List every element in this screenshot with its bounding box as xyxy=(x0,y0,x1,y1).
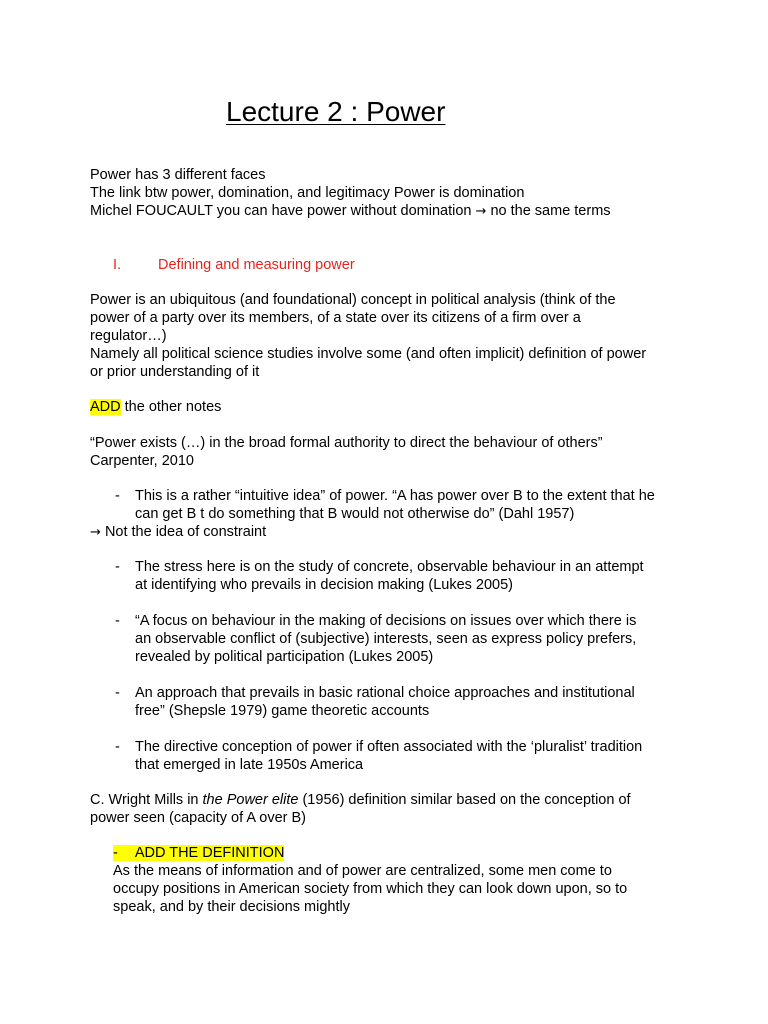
intro-line: Power has 3 different faces xyxy=(90,167,266,183)
definition-line: occupy positions in American society from which they can look down upon, so to xyxy=(113,881,628,897)
bullet-marker: - xyxy=(113,845,118,861)
definition-line: As the means of information and of power are centralized, some men come to xyxy=(113,863,612,879)
paragraph-line: power of a party over its members, of a state over its citizens of a firm over a xyxy=(90,310,581,326)
quote-line: “Power exists (…) in the broad formal authority to direct the behaviour of others” xyxy=(90,435,603,451)
intro-line: The link btw power, domination, and legitimacy Power is domination xyxy=(90,185,525,201)
bullet-marker: - xyxy=(115,488,120,504)
bullet-line: This is a rather “intuitive idea” of power. “A has power over B to the extent that he xyxy=(135,488,655,504)
intro-text: no the same terms xyxy=(490,203,611,219)
bullet-line: that emerged in late 1950s America xyxy=(135,757,364,773)
arrow-note-text: Not the idea of constraint xyxy=(104,524,267,540)
highlighted-text: ADD xyxy=(90,399,121,415)
arrow-icon: → xyxy=(475,204,487,219)
bullet-line: “A focus on behaviour in the making of decisions on issues over which there is xyxy=(135,613,637,629)
bullet-line: The directive conception of power if often associated with the ‘pluralist’ tradition xyxy=(135,739,643,755)
bullet-marker: - xyxy=(115,739,120,755)
highlighted-label: ADD THE DEFINITION xyxy=(134,845,285,861)
mills-text: (1956) definition similar based on the conception of xyxy=(298,792,631,808)
arrow-note xyxy=(90,523,266,542)
bullet-line: an observable conflict of (subjective) interests, seen as express policy prefers, xyxy=(135,631,637,647)
bullet-line: revealed by political participation (Lukes 2005) xyxy=(135,649,434,665)
mills-line xyxy=(90,791,631,809)
note-text: the other notes xyxy=(120,399,222,415)
bullet-line: at identifying who prevails in decision making (Lukes 2005) xyxy=(135,577,514,593)
bullet-line: The stress here is on the study of concrete, observable behaviour in an attempt xyxy=(135,559,644,575)
intro-line xyxy=(90,202,611,221)
paragraph-line: Power is an ubiquitous (and foundational) concept in political analysis (think of the xyxy=(90,292,616,308)
book-title: the Power elite xyxy=(202,792,299,808)
bullet-line: free” (Shepsle 1979) game theoretic accounts xyxy=(135,703,430,719)
paragraph-line: Namely all political science studies involve some (and often implicit) definition of power xyxy=(90,346,647,362)
bullet-line: can get B t do something that B would not otherwise do” (Dahl 1957) xyxy=(135,506,575,522)
bullet-marker: - xyxy=(115,559,120,575)
paragraph-line: regulator…) xyxy=(90,328,167,344)
section-heading: Defining and measuring power xyxy=(158,257,355,273)
section-numeral: I. xyxy=(113,257,122,273)
arrow-icon: → xyxy=(90,525,101,540)
intro-text: Michel FOUCAULT you can have power without domination xyxy=(90,203,472,219)
page-title: Lecture 2 : Power xyxy=(226,96,446,127)
paragraph-line: or prior understanding of it xyxy=(90,364,260,380)
bullet-marker: - xyxy=(115,613,120,629)
bullet-marker: - xyxy=(115,685,120,701)
highlighted-text xyxy=(113,845,284,861)
quote-citation: Carpenter, 2010 xyxy=(90,453,194,469)
add-definition xyxy=(113,844,284,862)
add-note xyxy=(90,398,221,416)
mills-line: power seen (capacity of A over B) xyxy=(90,810,306,826)
mills-text: C. Wright Mills in xyxy=(90,792,203,808)
definition-line: speak, and by their decisions mightly xyxy=(113,899,350,915)
bullet-line: An approach that prevails in basic rational choice approaches and institutional xyxy=(135,685,635,701)
